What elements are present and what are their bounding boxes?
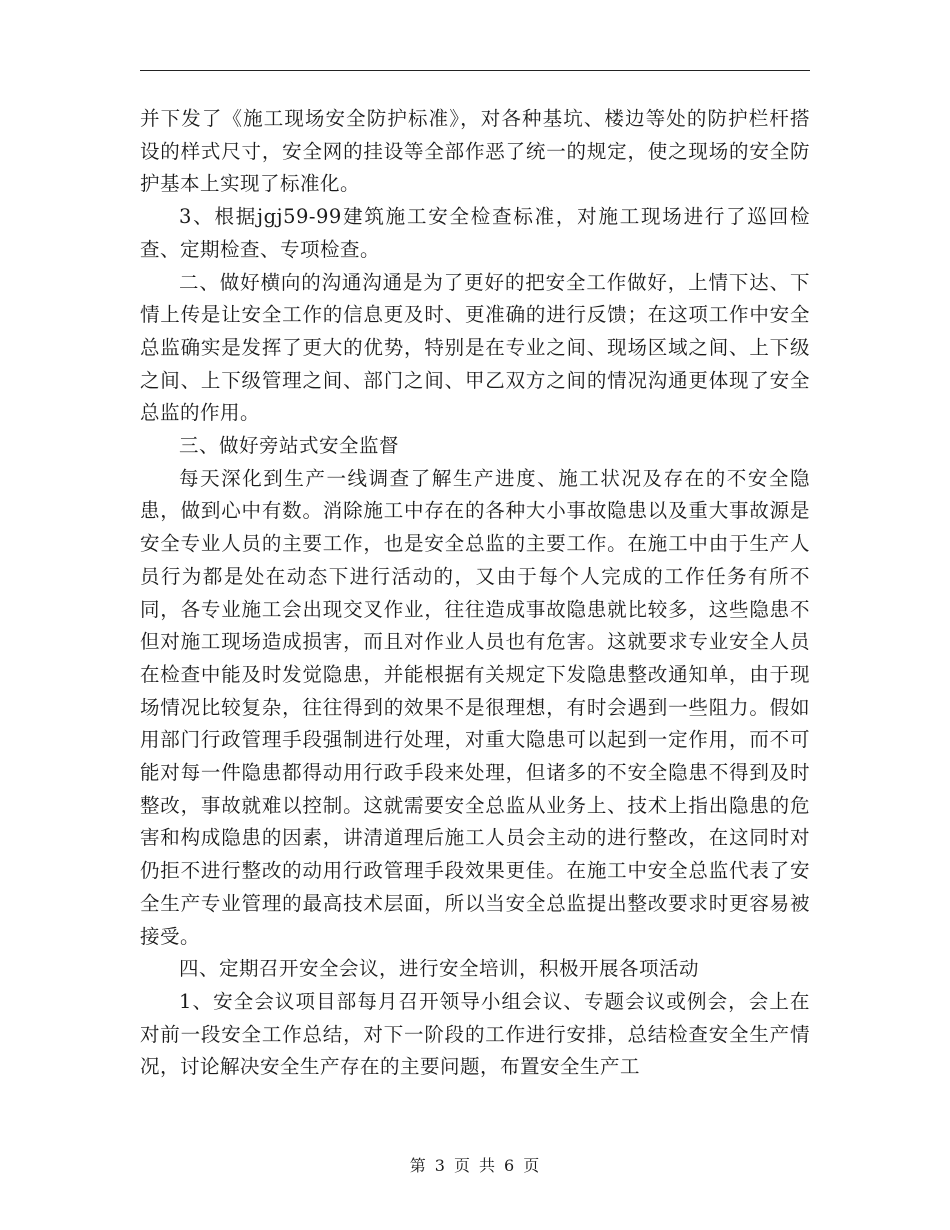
- paragraph-1: 并下发了《施工现场安全防护标准》，对各种基坑、楼边等处的防护栏杆搭设的样式尺寸，安全网的挂设等全部作恶了统一的规定，使之现场的安全防护基本上实现了标准化。: [140, 107, 810, 196]
- header-rule: [140, 70, 810, 71]
- footer-total-word: 共: [479, 1156, 497, 1175]
- footer-prefix: 第: [409, 1156, 427, 1175]
- footer-suffix: 页: [523, 1156, 541, 1175]
- section-heading-3: 三、做好旁站式安全监督: [179, 434, 400, 458]
- footer-page-word: 页: [453, 1156, 471, 1175]
- paragraph-7: 1、安全会议项目部每月召开领导小组会议、专题会议或例会，会上在对前一段安全工作总结，对下一阶段的工作进行安排，总结检查安全生产情况，讨论解决安全生产存在的主要问题，布置安全生产工: [140, 989, 810, 1079]
- section-heading-4: 四、定期召开安全会议，进行安全培训，积极开展各项活动: [179, 957, 700, 981]
- footer-total-pages: 6: [504, 1156, 516, 1175]
- footer-current-page: 3: [434, 1156, 446, 1175]
- paragraph-2: 3、根据jgj59-99建筑施工安全检查标准，对施工现场进行了巡回检查、定期检查、专项检查。: [140, 205, 810, 261]
- paragraph-5: 每天深化到生产一线调查了解生产进度、施工状况及存在的不安全隐患，做到心中有数。消除施工中存在的各种大小事故隐患以及重大事故源是安全专业人员的主要工作，也是安全总监的主要工作。在施工中由于生产人员行为都是处在动态下进行活动的，又由于每个人完成的工作任务有所不同，各专业施工会出现交叉作业，往往造成事故隐患就比较多，这些隐患不但对施工现场造成损害，而且对作业人员也有危害。这就要求专业安全人员在检查中能及时发觉隐患，并能根据有关规定下发隐患整改通知单，由于现场情况比较复杂，往往得到的效果不是很理想，有时会遇到一些阻力。假如用部门行政管理手段强制进行处理，对重大隐患可以起到一定作用，而不可能对每一件隐患都得动用行政手段来处理，但诸多的不安全隐患不得到及时整改，事故就难以控制。这就需要安全总监从业务上、技术上指出隐患的危害和构成隐患的因素，讲清道理后施工人员会主动的进行整改，在这同时对仍拒不进行整改的动用行政管理手段效果更佳。在施工中安全总监代表了安全生产专业管理的最高技术层面，所以当安全总监提出整改要求时更容易被接受。: [140, 466, 810, 948]
- page-footer: [0, 1153, 950, 1176]
- body-text: [140, 103, 810, 1084]
- paragraph-3: 二、做好横向的沟通沟通是为了更好的把安全工作做好，上情下达、下情上传是让安全工作的信息更及时、更准确的进行反馈；在这项工作中安全总监确实是发挥了更大的优势，特别是在专业之间、现场区域之间、上下级之间、上下级管理之间、部门之间、甲乙双方之间的情况沟通更体现了安全总监的作用。: [140, 270, 810, 425]
